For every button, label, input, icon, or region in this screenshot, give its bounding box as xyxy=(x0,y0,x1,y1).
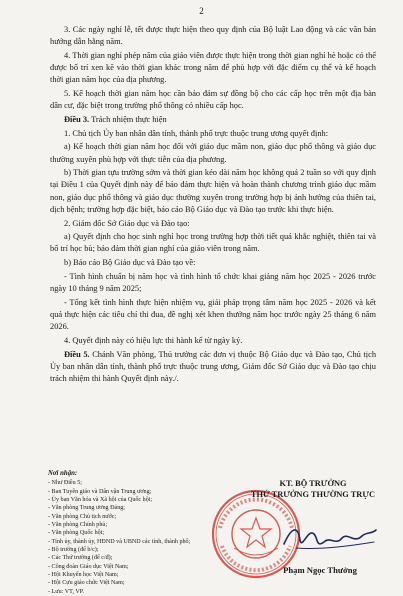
signature-line-2: THỨ TRƯỞNG THƯỜNG TRỰC xyxy=(250,490,376,499)
article-3-label: Điều 3. xyxy=(64,114,90,124)
recipient-item: - Văn phòng Quốc hội; xyxy=(48,530,105,537)
recipient-item: - Hội Cựu giáo chức Việt Nam; xyxy=(48,580,125,587)
recipient-item: - Hội Khuyến học Việt Nam; xyxy=(48,572,119,579)
recipient-item: - Các Thứ trưởng (để c/đ); xyxy=(48,555,113,562)
article-5 xyxy=(50,349,376,386)
recipient-item: - Văn phòng Chính phủ; xyxy=(48,522,108,529)
recipient-item: - Như Điều 5; xyxy=(48,480,82,487)
paragraph-4: 4. Thời gian nghỉ phép năm của giáo viên được thực hiện trong thời gian nghỉ hè hoặc có thể được bố trí xen kẽ vào thời gian khác trong năm để phù hợp với đặc điểm cụ thể và kế hoạch thời gian năm học của địa phương. xyxy=(50,50,376,85)
article-3-item-2b-dash-2: - Tổng kết tình hình thực hiện nhiệm vụ, giải pháp trọng tâm năm học 2025 - 2026 và kết quả thực hiện các tiêu chí thi đua, đề nghị xét khen thưởng năm học trước ngày 25 tháng 6 năm 2026. xyxy=(50,297,376,332)
article-3-item-2a: a) Quyết định cho học sinh nghỉ học trong trường hợp thời tiết quá khắc nghiệt, thiên tai và bố trí học bù; bảo đảm thời gian nghỉ của giáo viên trong năm. xyxy=(50,232,376,254)
recipient-item: - Công đoàn Giáo dục Việt Nam; xyxy=(48,563,129,570)
article-3-item-2b-dash-1: - Tình hình chuẩn bị năm học và tình hình tổ chức khai giảng năm học 2025 - 2026 trước ngày 10 tháng 9 năm 2025; xyxy=(50,271,376,294)
article-3-item-2b: b) Báo cáo Bộ Giáo dục và Đào tạo về: xyxy=(64,258,196,268)
article-3-item-1: 1. Chủ tịch Ủy ban nhân dân tỉnh, thành phố trực thuộc trung ương quyết định: xyxy=(64,128,329,138)
signer-name: Phạm Ngọc Thưởng xyxy=(283,565,357,575)
recipient-item: - Bộ trưởng (để b/c); xyxy=(48,547,99,554)
article-3-item-1b: b) Thời gian tựu trường sớm và thời gian kéo dài năm học không quá 2 tuần so với quy định tại Điều 1 của Quyết định này để bảo đảm thực hiện và hoàn thành chương trình giáo dục mầm non, giáo dục phổ thông và giáo dục thường xuyên trong trường hợp bị ảnh hưởng của thiên tai, dịch bệnh; trường hợp đặc biệt, báo cáo Bộ Giáo dục và Đào tạo trước khi thực hiện. xyxy=(50,168,376,214)
article-3-item-1a: a) Kế hoạch thời gian năm học đối với giáo dục mầm non, giáo dục phổ thông và giáo dục thường xuyên phù hợp với thực tiễn của địa phương. xyxy=(50,142,376,164)
recipient-item: - Tỉnh ủy, thành ủy, HĐND và UBND các tỉnh, thành phố; xyxy=(48,538,191,545)
article-3-heading xyxy=(50,114,376,126)
recipient-item: - Văn phòng Trung ương Đảng; xyxy=(48,505,126,512)
recipient-item: - Văn phòng Chủ tịch nước; xyxy=(48,513,117,520)
paragraph-3: 3. Các ngày nghỉ lễ, tết được thực hiện theo quy định của Bộ luật Lao động và các văn bản hướng dẫn hằng năm. xyxy=(50,25,376,47)
article-5-label: Điều 5. xyxy=(64,349,90,359)
recipient-item: - Ban Tuyên giáo và Dân vận Trung ương; xyxy=(48,488,152,495)
recipient-item: - Lưu: VT, VP. xyxy=(48,588,84,595)
page-number: 2 xyxy=(199,6,204,16)
article-5-text: Chánh Văn phòng, Thủ trưởng các đơn vị thuộc Bộ Giáo dục và Đào tạo, Chủ tịch Ủy ban nhân dân tỉnh, thành phố trực thuộc trung ương, Giám đốc Sở Giáo dục và Đào tạo chịu trách nhiệm thi hành Quyết định này./. xyxy=(50,349,377,383)
article-3-item-2: 2. Giám đốc Sở Giáo dục và Đào tạo: xyxy=(64,218,190,228)
recipients-title: Nơi nhận: xyxy=(48,470,78,477)
article-4-text: 4. Quyết định này có hiệu lực thi hành kể từ ngày ký. xyxy=(64,335,243,345)
signature-line-1: KT. BỘ TRƯỞNG xyxy=(279,479,347,488)
signature-block xyxy=(228,478,398,500)
handwritten-signature-icon xyxy=(280,520,380,556)
paragraph-5: 5. Kế hoạch thời gian năm học cần bảo đảm sự đồng bộ cho các cấp học trên một địa bàn dân cư, đặc biệt trong trường phổ thông có nhiều cấp học. xyxy=(50,89,376,111)
document-body xyxy=(50,24,376,387)
recipient-item: - Ủy ban Văn hóa và Xã hội của Quốc hội; xyxy=(48,497,153,504)
article-3-title: Trách nhiệm thực hiện xyxy=(89,114,167,124)
